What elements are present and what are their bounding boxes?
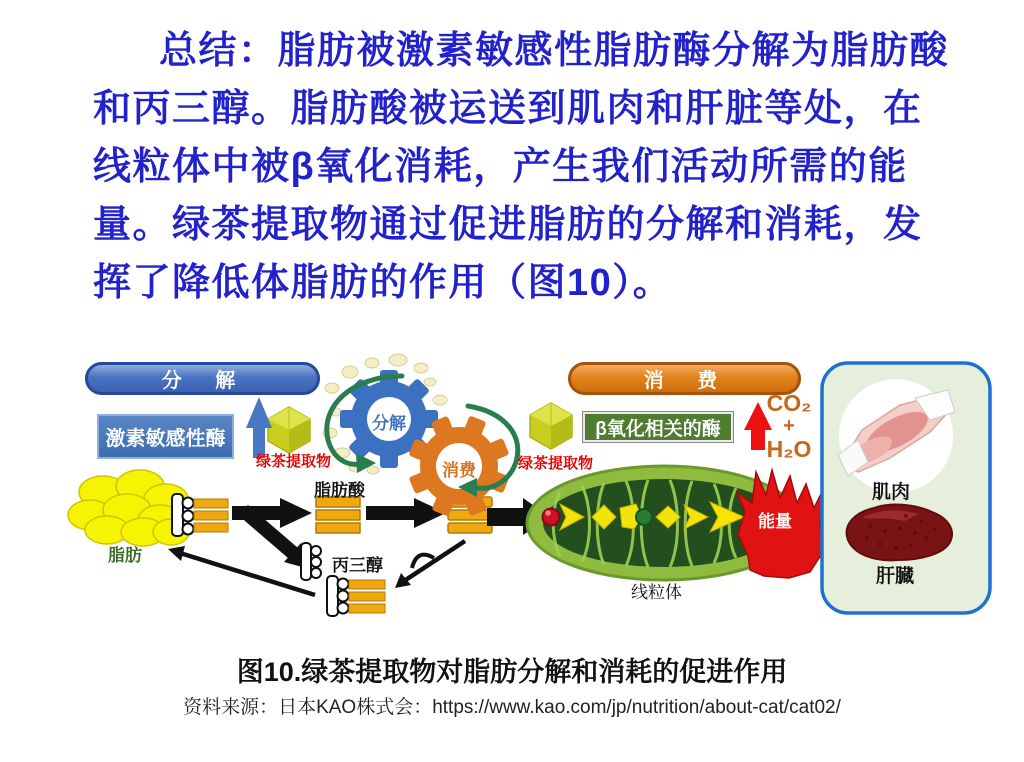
summary-line-1: 总结：脂肪被激素敏感性脂肪酶分解为脂肪酸 bbox=[159, 30, 950, 72]
fatty-acid-bars bbox=[316, 497, 360, 533]
co2-h2o-label bbox=[756, 390, 822, 462]
hormone-sensitive-enzyme-box: 激素敏感性酶 bbox=[97, 414, 234, 459]
summary-line-5: 挥了降低体脂肪的作用（图10）。 bbox=[93, 262, 673, 304]
arrow-reesterification bbox=[395, 541, 465, 588]
liver-illustration bbox=[847, 505, 952, 561]
gear-consume-label: 消费 bbox=[442, 461, 476, 480]
h2o-text: H₂O bbox=[766, 436, 812, 462]
figure-source: 资料来源：日本KAO株式会：https://www.kao.com/jp/nutrition/about-cat/cat02/ bbox=[183, 697, 841, 718]
green-tea-extract-label-2: 绿茶提取物 bbox=[518, 455, 594, 472]
summary-line-2: 和丙三醇。脂肪酸被运送到肌肉和肝脏等处，在 bbox=[93, 88, 923, 130]
resynthesized-triglyceride-icon bbox=[327, 576, 385, 616]
summary-line-4: 量。绿茶提取物通过促进脂肪的分解和消耗，发 bbox=[93, 204, 923, 246]
muscle-label: 肌肉 bbox=[872, 482, 911, 503]
beta-oxidation-enzyme-box: β氧化相关的酶 bbox=[583, 412, 733, 442]
liver-label: 肝臓 bbox=[876, 566, 915, 587]
green-tea-extract-label-1: 绿茶提取物 bbox=[256, 453, 332, 470]
banner-consume: 消 费 bbox=[568, 362, 801, 395]
banner-decompose: 分 解 bbox=[85, 362, 320, 395]
mitochondria-label: 线粒体 bbox=[631, 583, 682, 602]
plus-text: + bbox=[783, 415, 795, 437]
energy-label: 能量 bbox=[758, 512, 792, 531]
triglyceride-icon bbox=[172, 494, 228, 536]
gear-decompose-label: 分解 bbox=[372, 414, 406, 433]
co2-text: CO₂ bbox=[766, 390, 812, 416]
green-tea-extract-icon-1 bbox=[268, 407, 310, 453]
arrow-to-consumption bbox=[366, 498, 446, 528]
figure-caption: 图10.绿茶提取物对脂肪分解和消耗的促进作用 bbox=[236, 657, 788, 687]
fat-label: 脂肪 bbox=[108, 546, 142, 565]
fat-droplets-illustration bbox=[68, 470, 189, 546]
increase-arrow-blue bbox=[246, 397, 272, 458]
glycerol-icon bbox=[301, 543, 321, 580]
glycerol-label: 丙三醇 bbox=[332, 556, 383, 575]
fatty-acid-label: 脂肪酸 bbox=[314, 481, 365, 500]
green-tea-extract-icon-2 bbox=[530, 403, 572, 449]
summary-line-3: 线粒体中被β氧化消耗，产生我们活动所需的能 bbox=[93, 146, 908, 188]
